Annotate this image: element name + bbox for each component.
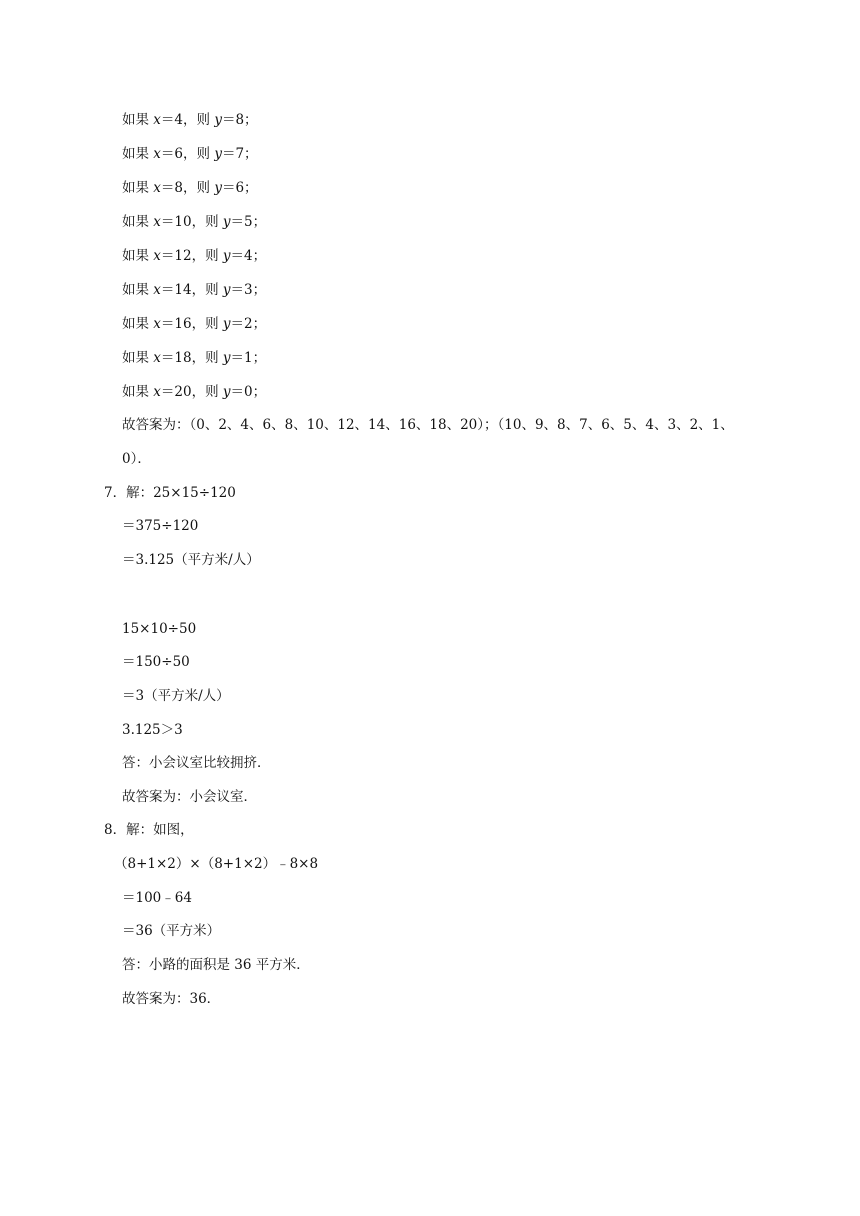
solution-line: 如果 x＝12，则 y＝4； — [122, 248, 267, 264]
solution-line: 如果 x＝8，则 y＝6； — [122, 180, 258, 196]
answer-line-continued: 0）． — [122, 451, 151, 467]
solution-line: （8+1×2）×（8+1×2）﹣8×8 — [114, 856, 319, 872]
answer-line: 答：小路的面积是 36 平方米． — [122, 957, 310, 973]
solution-line: 如果 x＝14，则 y＝3； — [122, 282, 267, 298]
answer-line: 故答案为：（0、2、4、6、8、10、12、14、16、18、20）；（10、9、8、7、6、5、4、3、2、1、 — [122, 417, 734, 433]
solution-line: ＝3（平方米/人） — [122, 688, 230, 704]
answer-line: 答：小会议室比较拥挤． — [122, 755, 271, 771]
solution-line: 如果 x＝20，则 y＝0； — [122, 384, 267, 400]
solution-line: ＝375÷120 — [122, 518, 199, 534]
question-8-heading: 8．解：如图， — [104, 822, 194, 838]
solution-line: ＝3.125（平方米/人） — [122, 552, 260, 568]
solution-line: 如果 x＝4，则 y＝8； — [122, 112, 258, 128]
solution-line: ＝36（平方米） — [122, 923, 221, 939]
answer-line: 故答案为：小会议室． — [122, 789, 257, 805]
solution-line: ＝150÷50 — [122, 654, 190, 670]
solution-line: 如果 x＝18，则 y＝1； — [122, 350, 267, 366]
answer-line: 故答案为：36． — [122, 991, 221, 1007]
question-7-heading: 7．解：25×15÷120 — [104, 485, 236, 501]
solution-line: 如果 x＝10，则 y＝5； — [122, 214, 267, 230]
solution-line: ＝100﹣64 — [122, 890, 192, 906]
solution-line: 如果 x＝6，则 y＝7； — [122, 146, 258, 162]
solution-line: 15×10÷50 — [122, 621, 197, 637]
solution-line: 3.125＞3 — [122, 722, 183, 738]
solution-line: 如果 x＝16，则 y＝2； — [122, 316, 267, 332]
